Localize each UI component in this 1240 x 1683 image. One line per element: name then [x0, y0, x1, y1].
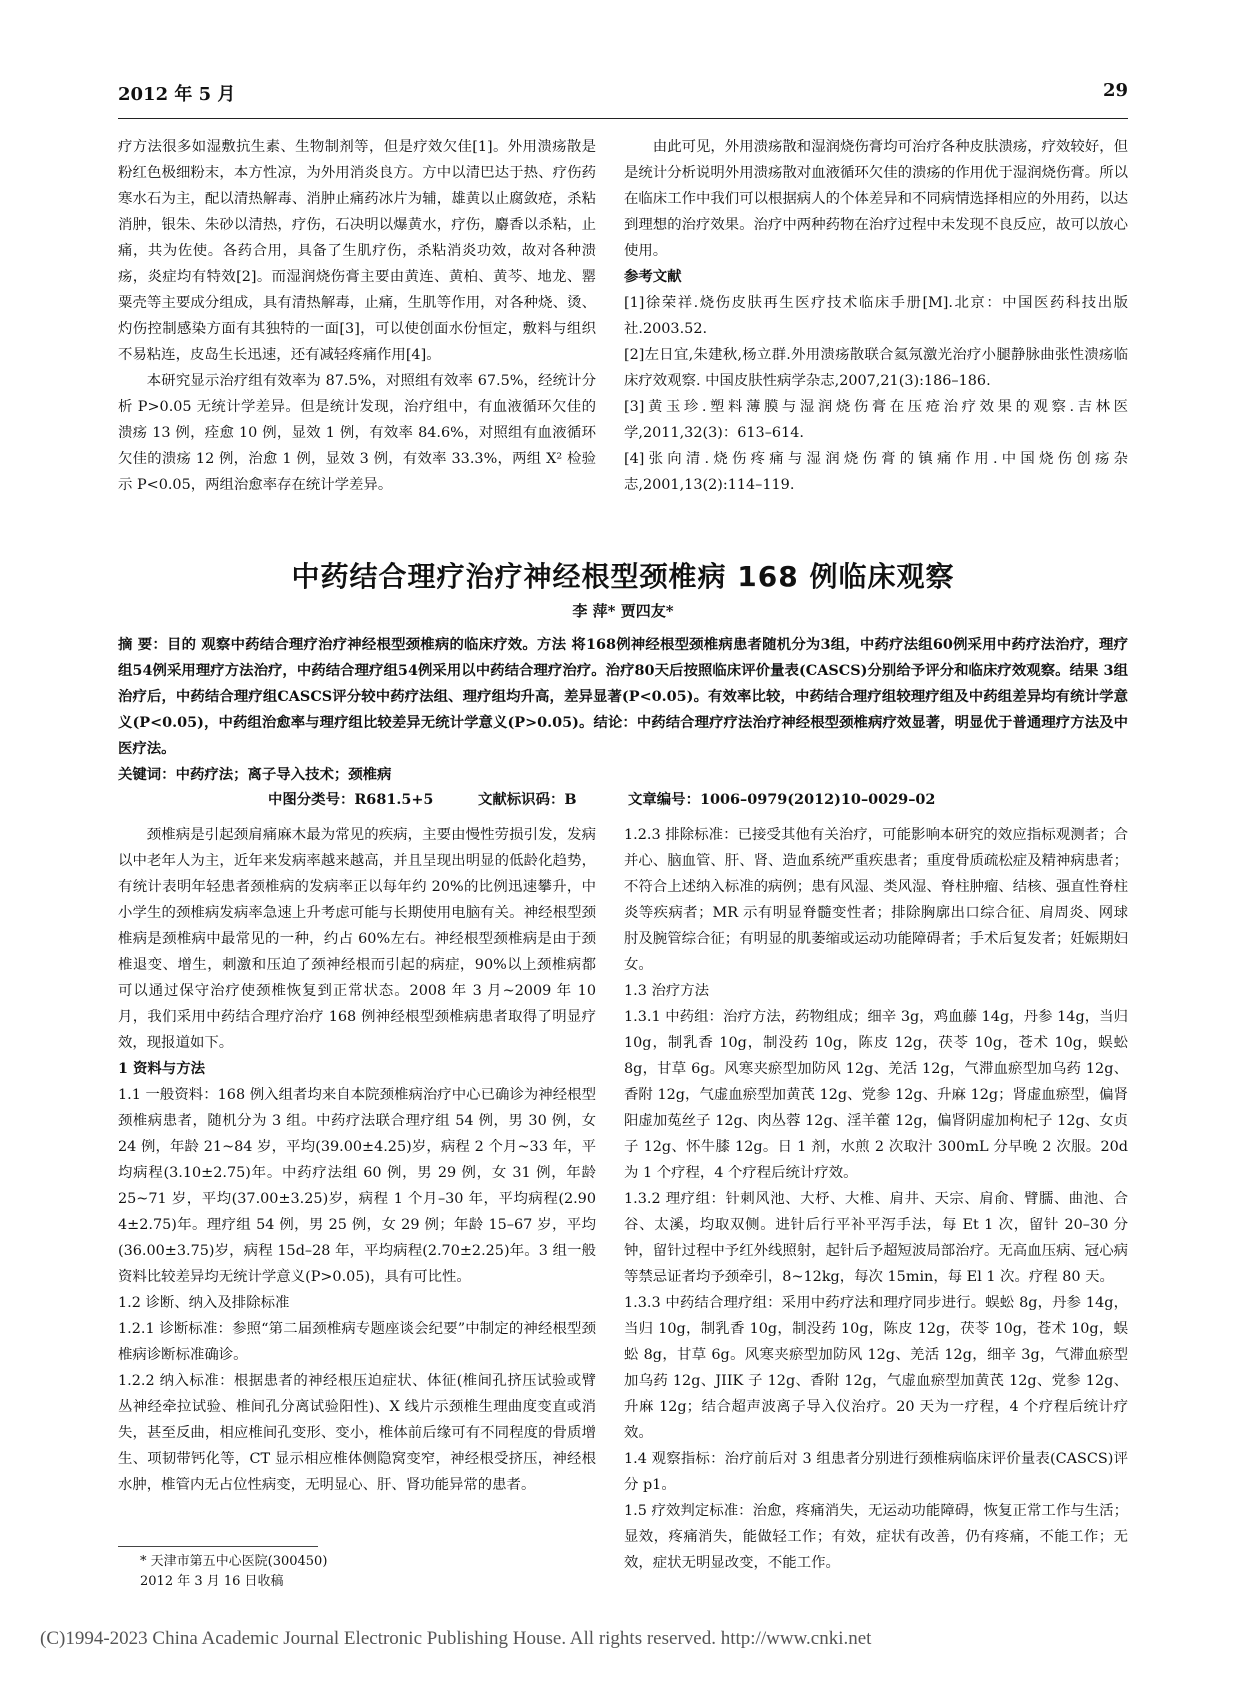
paragraph: 1.5 疗效判定标准：治愈，疼痛消失，无运动功能障碍，恢复正常工作与生活；显效，疼痛消失，能做轻工作；有效，症状有改善，仍有疼痛，不能工作；无效，症状无明显改变，不能工作。: [624, 1503, 1128, 1571]
paragraph: 疗方法很多如湿敷抗生素、生物制剂等，但是疗效欠佳[1]。外用溃疡散是粉红色极细粉末，本方性凉，为外用消炎良方。方中以清巴达于热、疗伤药寒水石为主，配以清热解毒、消肿止痛药冰片为辅，雄黄以止腐敛疮，杀粘消肿，银朱、朱砂以清热，疗伤，石决明以爆黄水，疗伤，麝香以杀粘，止痛，共为佐使。各药合用，具备了生肌疗伤，杀粘消炎功效，故对各种溃疡，炎症均有特效[2]。而湿润烧伤膏主要由黄连、黄柏、黄芩、地龙、罂粟壳等主要成分组成，具有清热解毒，止痛，生肌等作用，对各种烧、烫、灼伤控制感染方面有其独特的一面[3]，可以使创面水份恒定，敷料与组织不易粘连，皮岛生长迅速，还有减轻疼痛作用[4]。: [118, 139, 596, 363]
paragraph: 1.3.3 中药结合理疗组：采用中药疗法和理疗同步进行。蜈蚣 8g，丹参 14g，当归 10g，制乳香 10g，制没药 10g，陈皮 12g，茯苓 10g，苍术 10g，蜈蚣 8g，甘草 6g。风寒夹瘀型加防风 12g、羌活 12g，细辛 3g，气滞血瘀型加乌药 12g、JIIK 子 12g、香附 12g，气虚血瘀型加黄芪 12g、党参 12g、升麻 12g；结合超声波离子导入仪治疗。20 天为一疗程，4 个疗程后统计疗效。: [624, 1295, 1128, 1441]
article-authors: 李 萍* 贾四友*: [572, 602, 674, 620]
abstract-text: 摘 要：目的 观察中药结合理疗治疗神经根型颈椎病的临床疗效。方法 将168例神经根型颈椎病患者随机分为3组，中药疗法组60例采用中药疗法治疗，理疗组54例采用理疗方法治疗，中药结合理疗组54例采用以中药结合理疗治疗。治疗80天后按照临床评价量表(CASCS)分别给予评分和临床疗效观察。结果 3组治疗后，中药结合理疗组CASCS评分较中药疗法组、理疗组均升高，差异显著(P<0.05)。有效率比较，中药结合理疗组较理疗组及中药组差异均有统计学意义(P<0.05)，中药组治愈率与理疗组比较差异无统计学意义(P>0.05)。结论：中药结合理疗疗法治疗神经根型颈椎病疗效显著，明显优于普通理疗方法及中医疗法。: [118, 636, 1128, 757]
paragraph: 1.2.3 排除标准：已接受其他有关治疗，可能影响本研究的效应指标观测者；合并心、脑血管、肝、肾、造血系统严重疾患者；重度骨质疏松症及精神病患者；不符合上述纳入标准的病例；患有风湿、类风湿、脊柱肿瘤、结核、强直性脊柱炎等疾病者；MR 示有明显脊髓变性者；排除胸廓出口综合征、肩周炎、网球肘及腕管综合征；有明显的肌萎缩或运动功能障碍者；手术后复发者；妊娠期妇女。: [624, 827, 1128, 973]
paragraph: 1.4 观察指标：治疗前后对 3 组患者分别进行颈椎病临床评价量表(CASCS)评分 p1。: [624, 1451, 1128, 1493]
abstract-block: [118, 632, 1128, 788]
paragraph: 1.3 治疗方法: [624, 983, 710, 999]
article-title: 中药结合理疗治疗神经根型颈椎病 168 例临床观察: [291, 560, 955, 593]
keywords: 关键词：中药疗法；离子导入技术；颈椎病: [118, 766, 392, 783]
running-header: [118, 80, 1128, 112]
footnote-rule: [118, 1546, 318, 1547]
paragraph: 1.1 一般资料：168 例入组者均来自本院颈椎病治疗中心已确诊为神经根型颈椎病患者，随机分为 3 组。中药疗法联合理疗组 54 例，男 30 例，女 24 例，年龄 21~84 岁，平均(39.00±4.25)岁，病程 2 个月~33 年，平均病程(3.10±2.75)年。中药疗法组 60 例，男 29 例，女 31 例，年龄 25~71 岁，平均(37.00±3.25)岁，病程 1 个月–30 年，平均病程(2.90 4±2.75)年。理疗组 54 例，男 25 例，女 29 例；年龄 15–67 岁，平均(36.00±3.75)岁，病程 15d–28 年，平均病程(2.70±2.25)年。3 组一般资料比较差异均无统计学意义(P>0.05)，具有可比性。: [118, 1087, 596, 1285]
top-left-column: [118, 134, 596, 498]
body-left-column: [118, 822, 596, 1498]
references-title: 参考文献: [624, 268, 682, 285]
header-date: 2012 年 5 月: [118, 84, 236, 105]
paragraph: 1.3.2 理疗组：针刺风池、大杼、大椎、肩井、天宗、肩俞、臂臑、曲池、合谷、太溪，均取双侧。进针后行平补平泻手法，每 Et 1 次，留针 20–30 分钟，留针过程中予红外线照射，起针后予超短波局部治疗。无高血压病、冠心病等禁忌证者均予颈牵引，8~12kg，每次 15min，每 El 1 次。疗程 80 天。: [624, 1191, 1128, 1285]
reference-item: [2]左日宜,朱建秋,杨立群.外用溃疡散联合氦氖激光治疗小腿静脉曲张性溃疡临床疗效观察. 中国皮肤性病学杂志,2007,21(3):186–186.: [624, 347, 1128, 389]
paragraph: 1.2.1 诊断标准：参照“第二届颈椎病专题座谈会纪要”中制定的神经根型颈椎病诊断标准确诊。: [118, 1321, 596, 1363]
paragraph: 1.2.2 纳入标准：根据患者的神经根压迫症状、体征(椎间孔挤压试验或臂丛神经牵拉试验、椎间孔分离试验阳性)、X 线片示颈椎生理曲度变直或消失，甚至反曲，相应椎间孔变形、变小，椎体前后缘可有不同程度的骨质增生、项韧带钙化等，CT 显示相应椎体侧隐窝变窄，神经根受挤压，神经根水肿，椎管内无占位性病变，无明显心、肝、肾功能异常的患者。: [118, 1373, 596, 1493]
doc-code: 文献标识码：B: [478, 791, 577, 808]
footnote-received: 2012 年 3 月 16 日收稿: [140, 1574, 284, 1589]
reference-item: [4]张向清.烧伤疼痛与湿润烧伤膏的镇痛作用.中国烧伤创疡杂志,2001,13(2):114–119.: [624, 451, 1128, 493]
paragraph: 颈椎病是引起颈肩痛麻木最为常见的疾病，主要由慢性劳损引发，发病以中老年人为主，近年来发病率越来越高，并且呈现出明显的低龄化趋势，有统计表明年轻患者颈椎病的发病率正以每年约 20%的比例迅速攀升，中小学生的颈椎病发病率急速上升考虑可能与长期使用电脑有关。神经根型颈椎病是颈椎病中最常见的一种，约占 60%左右。神经根型颈椎病是由于颈椎退变、增生，刺激和压迫了颈神经根而引起的病症，90%以上颈椎病都可以通过保守治疗使颈椎恢复到正常状态。2008 年 3 月~2009 年 10 月，我们采用中药结合理疗治疗 168 例神经根型颈椎病患者取得了明显疗效，现报道如下。: [118, 827, 596, 1051]
paragraph: 1.3.1 中药组：治疗方法，药物组成；细辛 3g，鸡血藤 14g，丹参 14g，当归 10g，制乳香 10g，制没药 10g，陈皮 12g，茯苓 10g，苍术 10g，蜈蚣 8g，甘草 6g。风寒夹瘀型加防风 12g、羌活 12g，气滞血瘀型加乌药 12g、香附 12g，气虚血瘀型加黄芪 12g、党参 12g、升麻 12g；肾虚血瘀型，偏肾阳虚加菟丝子 12g、肉丛蓉 12g、淫羊藿 12g，偏肾阴虚加枸杞子 12g、女贞子 12g、怀牛膝 12g。日 1 剂，水煎 2 次取汁 300mL 分早晚 2 次服。20d 为 1 个疗程，4 个疗程后统计疗效。: [624, 1009, 1128, 1181]
footnote: [140, 1552, 560, 1592]
top-right-column: [624, 134, 1128, 498]
reference-item: [1]徐荣祥.烧伤皮肤再生医疗技术临床手册[M].北京：中国医药科技出版社.2003.52.: [624, 295, 1128, 337]
page-number: 29: [1102, 80, 1128, 101]
article-number: 文章编号：1006–0979(2012)10–0029–02: [628, 791, 936, 808]
paragraph: 1.2 诊断、纳入及排除标准: [118, 1295, 290, 1311]
header-rule: [118, 118, 1128, 119]
copyright-line: (C)1994-2023 China Academic Journal Electronic Publishing House. All rights reserved. http://www.cnki.net: [40, 1628, 872, 1649]
paragraph: 由此可见，外用溃疡散和湿润烧伤膏均可治疗各种皮肤溃疡，疗效较好，但是统计分析说明外用溃疡散对血液循环欠佳的溃疡的作用优于湿润烧伤膏。所以在临床工作中我们可以根据病人的个体差异和不同病情选择相应的外用药，以达到理想的治疗效果。治疗中两种药物在治疗过程中未发现不良反应，故可以放心使用。: [624, 139, 1128, 259]
footnote-affiliation: * 天津市第五中心医院(300450): [140, 1554, 328, 1569]
reference-item: [3]黄玉珍.塑料薄膜与湿润烧伤膏在压疮治疗效果的观察.吉林医学,2011,32(3)：613–614.: [624, 399, 1128, 441]
clc-number: 中图分类号：R681.5+5: [268, 791, 434, 808]
paragraph: 本研究显示治疗组有效率为 87.5%，对照组有效率 67.5%，经统计分析 P>0.05 无统计学差异。但是统计发现，治疗组中，有血液循环欠佳的溃疡 13 例，痊愈 10 例，显效 1 例，有效率 84.6%，对照组有血液循环欠佳的溃疡 12 例，治愈 1 例，显效 3 例，有效率 33.3%，两组 X² 检验示 P<0.05，两组治愈率存在统计学差异。: [118, 373, 596, 493]
section-heading: 1 资料与方法: [118, 1060, 205, 1077]
body-right-column: [624, 822, 1128, 1576]
